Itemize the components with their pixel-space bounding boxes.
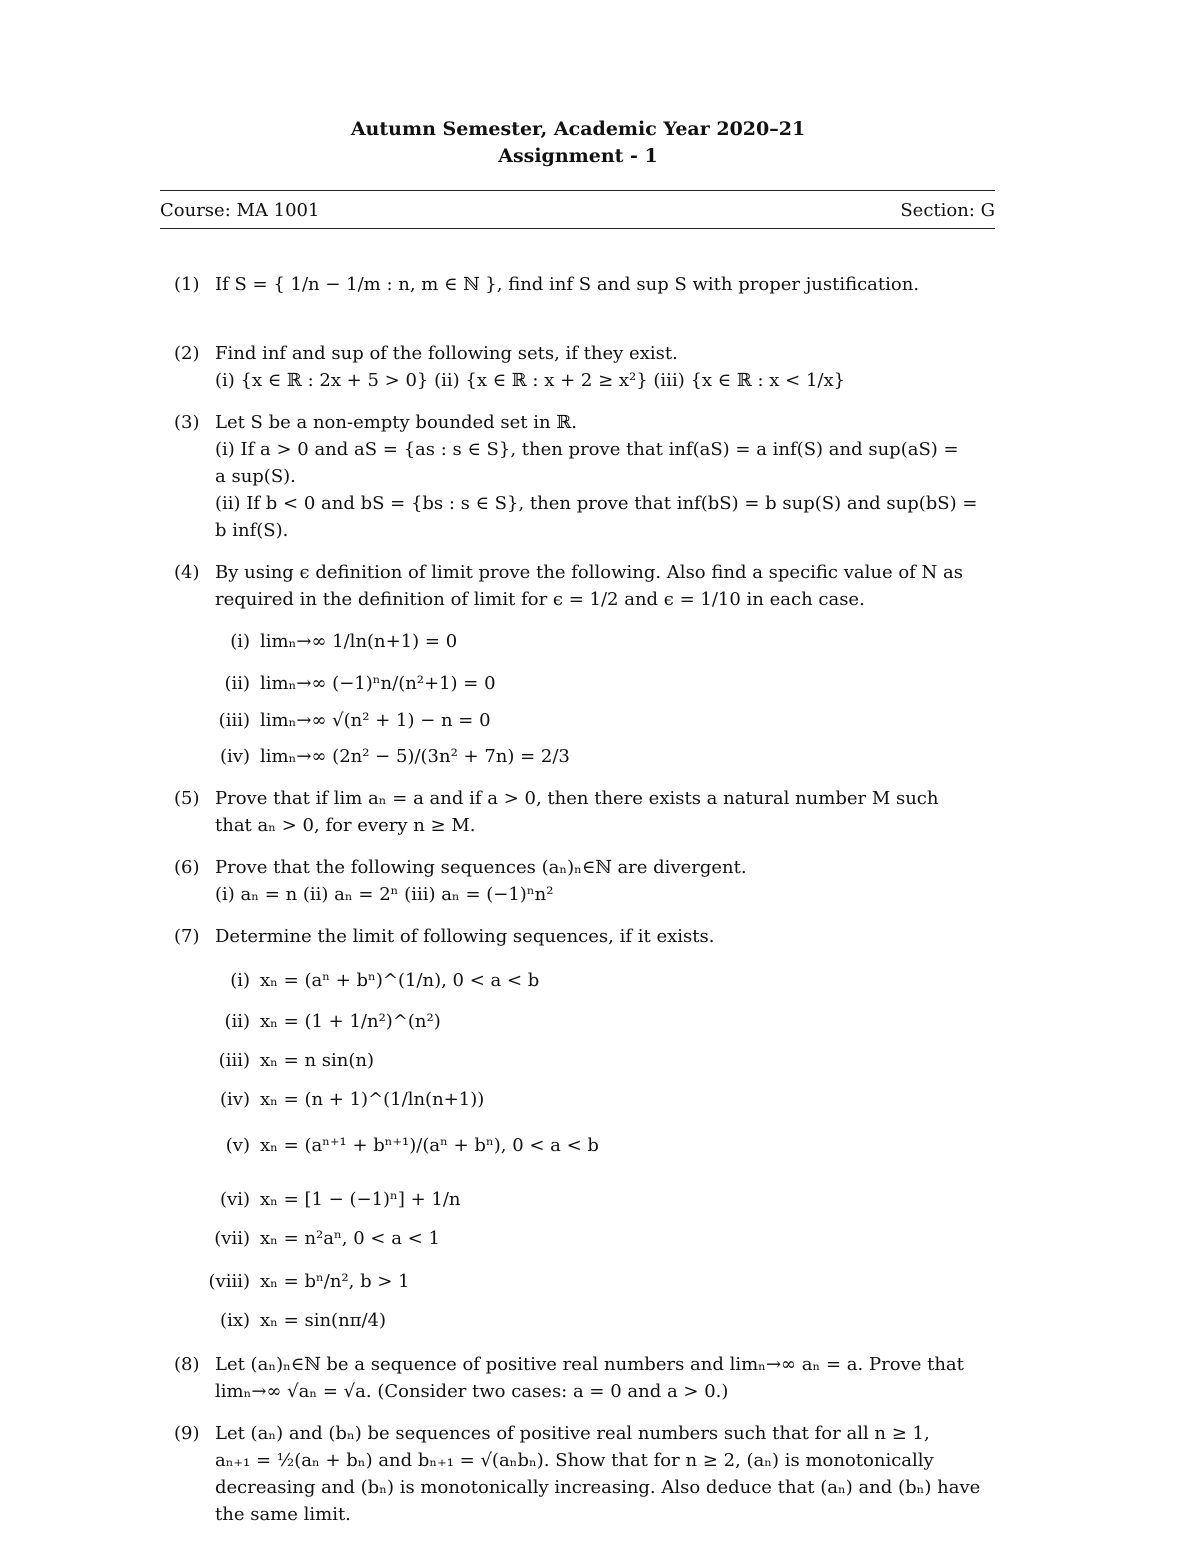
problem-number: (3) [174, 412, 200, 433]
title-semester: Autumn Semester, Academic Year 2020–21 [350, 118, 806, 140]
sequence-item [200, 1268, 410, 1295]
item-label: (ii) [224, 673, 250, 694]
item-expression: xₙ = (aⁿ⁺¹ + bⁿ⁺¹)/(aⁿ + bⁿ), 0 < a < b [260, 1135, 599, 1156]
bottom-rule [160, 228, 995, 229]
limit-item [200, 743, 570, 770]
item-label: (ix) [220, 1310, 250, 1331]
item-label: (vi) [220, 1189, 250, 1210]
problem-line: By using ϵ definition of limit prove the following. Also find a specific value of N as [215, 562, 964, 583]
problem-9 [174, 1420, 999, 1528]
problem-line: required in the definition of limit for ϵ = 1/2 and ϵ = 1/10 in each case. [215, 589, 865, 610]
problem-line: aₙ₊₁ = ½(aₙ + bₙ) and bₙ₊₁ = √(aₙbₙ). Show that for n ≥ 2, (aₙ) is monotonically [215, 1450, 934, 1471]
item-label: (i) [230, 631, 250, 652]
sequence-item [200, 1086, 484, 1113]
top-rule [160, 190, 995, 191]
problem-line: (ii) If b < 0 and bS = {bs : s ∈ S}, then prove that inf(bS) = b sup(S) and sup(bS) = [215, 493, 978, 514]
course-label: Course: MA 1001 [160, 200, 320, 221]
item-label: (iii) [218, 710, 250, 731]
item-expression: xₙ = (n + 1)^(1/ln(n+1)) [260, 1089, 485, 1110]
item-expression: xₙ = sin(nπ/4) [260, 1310, 387, 1331]
problem-7 [174, 923, 999, 950]
problem-number: (2) [174, 343, 200, 364]
item-expression: limₙ→∞ 1/ln(n+1) = 0 [260, 631, 458, 652]
item-expression: limₙ→∞ √(n² + 1) − n = 0 [260, 710, 491, 731]
problem-line: Let (aₙ) and (bₙ) be sequences of positive real numbers such that for all n ≥ 1, [215, 1423, 930, 1444]
problem-number: (1) [174, 274, 200, 295]
problem-line: Prove that the following sequences (aₙ)ₙ∈ℕ are divergent. [215, 857, 747, 878]
problem-line: that aₙ > 0, for every n ≥ M. [215, 815, 476, 836]
problem-number: (5) [174, 788, 200, 809]
problem-line: Find inf and sup of the following sets, if they exist. [215, 343, 678, 364]
item-expression: xₙ = n sin(n) [260, 1050, 375, 1071]
item-expression: xₙ = (1 + 1/n²)^(n²) [260, 1011, 441, 1032]
item-label: (iii) [218, 1050, 250, 1071]
item-label: (vii) [214, 1228, 250, 1249]
problem-3 [174, 409, 999, 544]
problem-line: decreasing and (bₙ) is monotonically increasing. Also deduce that (aₙ) and (bₙ) have [215, 1477, 981, 1498]
problem-line: (i) aₙ = n (ii) aₙ = 2ⁿ (iii) aₙ = (−1)ⁿn² [215, 884, 554, 905]
problem-number: (8) [174, 1354, 200, 1375]
problem-8 [174, 1351, 999, 1405]
problem-4 [174, 559, 999, 613]
item-label: (viii) [208, 1271, 250, 1292]
course-row [160, 200, 995, 221]
problem-line: Let S be a non-empty bounded set in ℝ. [215, 412, 577, 433]
sequence-item [200, 1225, 440, 1252]
problem-6 [174, 854, 999, 908]
item-expression: limₙ→∞ (−1)ⁿn/(n²+1) = 0 [260, 673, 496, 694]
item-label: (iv) [220, 1089, 250, 1110]
item-expression: xₙ = bⁿ/n², b > 1 [260, 1271, 410, 1292]
problem-number: (9) [174, 1423, 200, 1444]
problem-line: (i) If a > 0 and aS = {as : s ∈ S}, then prove that inf(aS) = a inf(S) and sup(aS) = [215, 439, 959, 460]
limit-item [200, 628, 457, 655]
problem-5 [174, 785, 999, 839]
title-assignment: Assignment - 1 [498, 145, 658, 167]
limit-item [200, 707, 491, 734]
sequence-item [200, 1307, 386, 1334]
problem-line: the same limit. [215, 1504, 351, 1525]
item-expression: limₙ→∞ (2n² − 5)/(3n² + 7n) = 2/3 [260, 746, 570, 767]
sequence-item [200, 967, 539, 994]
item-label: (i) [230, 970, 250, 991]
sequence-item [200, 1008, 441, 1035]
problem-number: (4) [174, 562, 200, 583]
item-expression: xₙ = n²aⁿ, 0 < a < 1 [260, 1228, 440, 1249]
problem-line: a sup(S). [215, 466, 296, 487]
problem-1 [174, 271, 999, 298]
sequence-item [200, 1132, 599, 1159]
problem-line: If S = { 1/n − 1/m : n, m ∈ ℕ }, find inf S and sup S with proper justification. [215, 274, 920, 295]
problem-line: Determine the limit of following sequences, if it exists. [215, 926, 715, 947]
limit-item [200, 670, 496, 697]
problem-line: b inf(S). [215, 520, 289, 541]
sequence-item [200, 1047, 374, 1074]
item-label: (v) [225, 1135, 250, 1156]
sequence-item [200, 1186, 461, 1213]
section-label: Section: G [900, 200, 995, 221]
item-expression: xₙ = [1 − (−1)ⁿ] + 1/n [260, 1189, 461, 1210]
problem-line: Let (aₙ)ₙ∈ℕ be a sequence of positive real numbers and limₙ→∞ aₙ = a. Prove that [215, 1354, 964, 1375]
problem-line: limₙ→∞ √aₙ = √a. (Consider two cases: a = 0 and a > 0.) [215, 1381, 729, 1402]
problem-line: (i) {x ∈ ℝ : 2x + 5 > 0} (ii) {x ∈ ℝ : x + 2 ≥ x²} (iii) {x ∈ ℝ : x < 1/x} [215, 370, 846, 391]
problem-2 [174, 340, 999, 394]
problem-line: Prove that if lim aₙ = a and if a > 0, then there exists a natural number M such [215, 788, 939, 809]
item-label: (ii) [224, 1011, 250, 1032]
problem-number: (6) [174, 857, 200, 878]
item-label: (iv) [220, 746, 250, 767]
problem-number: (7) [174, 926, 200, 947]
item-expression: xₙ = (aⁿ + bⁿ)^(1/n), 0 < a < b [260, 970, 540, 991]
